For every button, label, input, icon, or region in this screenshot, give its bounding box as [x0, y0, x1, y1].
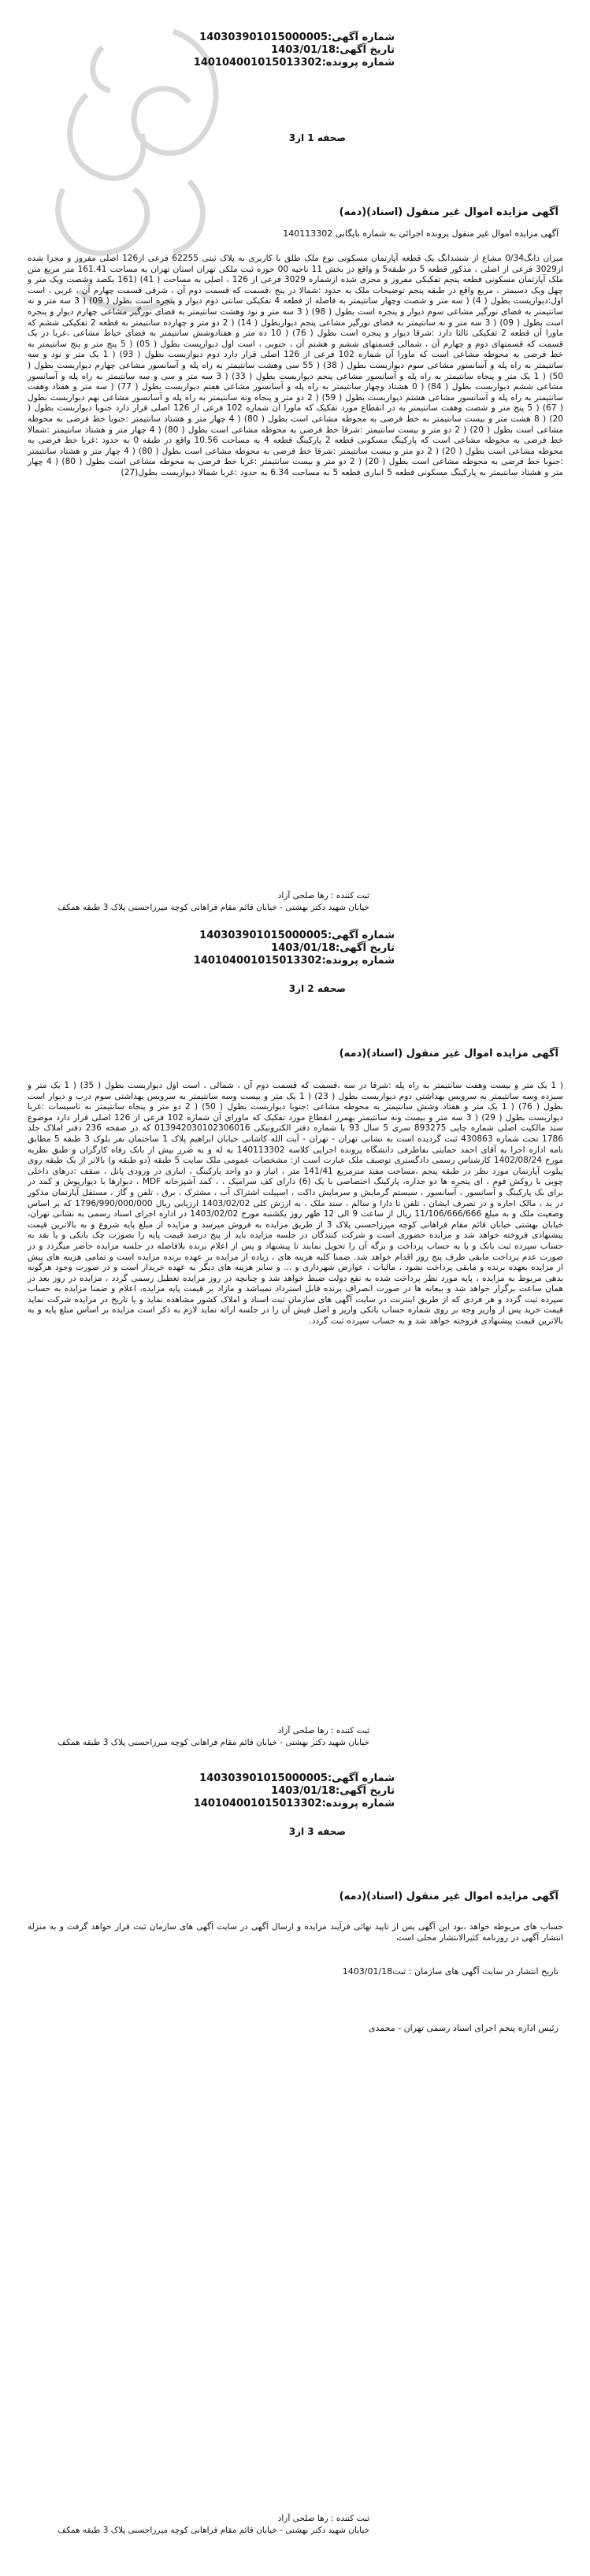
notice-subtitle: آگهی مزایده اموال غیر منقول پرونده اجرائی به شماره بایگانی 140113302	[283, 228, 558, 239]
notice-page-1	[0, 0, 590, 912]
notice-title: آگهی مزایده اموال غیر منقول (اسناد)(دمه)	[339, 1891, 558, 1902]
notice-page-3	[0, 1772, 590, 2560]
notice-meta	[194, 32, 395, 69]
page-label: صحفه 1 از3	[288, 132, 346, 143]
case-number: شماره پرونده:140104001015013302	[193, 955, 395, 967]
footer-address: خیابان شهید دکتر بهشتی - خیابان قائم مقام فراهانی کوچه میرزاحسنی پلاک 3 طبقه همکف	[58, 1738, 369, 1747]
footer-writer: ثبت کننده : رها صلحی آزاد	[277, 1726, 369, 1735]
notice-title: آگهی مزایده اموال غیر منقول (اسناد)(دمه)	[339, 206, 558, 218]
footer-writer: ثبت کننده : رها صلحی آزاد	[277, 891, 369, 900]
notice-date: تاریخ آگهی:1403/01/18	[271, 942, 395, 954]
notice-footer	[58, 890, 369, 914]
notice-body: ( 1 یک متر و بیست وهفت سانتیمتر به راه پله :شرقا در سه ،قسمت که قسمت دوم آن ، شمالی ، است اول دیواربست بطول ( 35) ( 1 یک متر و سیزده وسه سانتیمتر به سرویس بهداشتی دوم دیواربست بطول ( 23) ( 1 یک متر و بیست وسه سانتیمتر به سرویس بهداشتی سوم درب و دیوار است بطول ( 76) ( 1 یک متر و هفتاد وشش سانتیمتر به محوطه مشاعی :جنوبا دیواربست بطول ( 50) ( 2 دو متر و پنجاه سانتیمتر به تاسیسات :غربا دیواربست بطول ( 29) ( 3 سه متر و بیست ونه سانتیمتر بهمرز انقطاع مورد تفکیک که ماورای آن شماره 102 فرعی از 126 اصلی قرار دارد موضوع سند مالکیت اصلی شماره چاپی 893275 سری 5 سال 93 با شماره دفتر الکترونیکی 013942030102306016 که در صفحه 236 دفتر املاک جلد 1786 تحت شماره 430863 ثبت گردیده است به نشانی تهران - تهران - آیت الله کاشانی خیابان ابراهیم پلاک 1 ساختمان نفر بلوک 3 طبقه 5 مطابق نامه اداره اجرا به آقای احمد حمایتی بفاطرفی دانشگاه پرونده اجرایی کلاسه 140113302 به له و به ضرر بیش از بانک رفاه کارگران و طبق نظریه مورخ 1402/08/24 کارشناس رسمی دادگستری توصیف ملک عبارت است از: مشخصات عمومی ملک سایت 5 طبقه (دو طبقه و) بالاتر از یک طبقه روی پیلوت آپارتمان مورد نظر در طبقه پنجم ،مساحت مفید مترمربع 141/41 متر ، انبار و دو واحد پارکینگ ، انباری در ورودی پانل ، سقف :درهای داخلی چوبی با روکش فوم ، ای پنجره ها دو جداره، پارکینگ اختصاصی با یک (6) دارای کف سرامیک ، ، کمد آشپزخانه MDF ، دیوارها با دیوارپوش و کمد در برای بک پارکینگ و آسانسور ، آسانسور ، سیستم گرمایش و سرمایش داکت ، اسپیلت اشتراک آب ، مشترک ، برق ، تلفن و گاز ، مستقل آپارتمان مذکور در ید ، مالک اجاره و در تصرف ایشان ، تلفن تا دارا و سالم ، سند ملک ، به ارزش کلی 1403/02/02 ارزیابی ریال 1796/990/000/000 که بر اساس وضعیت ملک و به مبلغ 11/106/666/666 ریال از ساعت 9 الی 12 ظهر روز یکشنبه مورخ 1403/02/02 در اداره اجرای اسناد رسمی به نشانی تهران، خیابان بهشتی خیابان قائم مقام فراهانی کوچه میرزاحسنی پلاک 3 از طریق مزایده به فروش میرسد و مزایده از مبلغ پایه شروع و به بالاترین قیمت پیشنهادی فروخته خواهد شد و مزایده حضوری است و شرکت کنندگان در جلسه مزایده باید از پنج درصد قیمت پایه را بصورت چک بانکی و یا نقد به حساب سپرده ثبت بانک و یا به حساب پرداخت و برگه آن را تحویل نمایند تا پیشنهاد و پس از اعلام برنده بلافاصله در جلسه مزایده حاضر میگردد و در صورت عدم پرداخت مابقی ظرف پنج روز اقدام خواهد شد. ضمنا کلیه هزینه های ، زیاده از مزایده بر عهده برنده مزایده است و تمامی هزینه های پیش از مزایده بعهده برنده و مابقی پرداخت نشود ، مالیات ، عوارض شهرداری و ... و سایر هزینه های دیگر به عهده خریدار است و در صورت وجود هرگونه بدهی مربوط به مزایده ، پایه مورد نظر پرداخت شده به نفع دولت ضبط خواهد شد و چنانچه در روز مزایده تعطیل رسمی گردد ، مزایده در روز بعد در همان ساعت برگزار خواهد شد و بیعانه ها در صورت انصراف برنده قابل استرداد نمیباشد و مازاد بر قیمت پایه مزایده، اعلام و ضمنا مزایده به حساب سپرده ثبت گردد و هر فردی که از طریق اینترنت در سایت آگهی های سازمان ثبت اسناد و املاک کشور مشاهده نماید و یا تاریخ در مزایده شرکت نماید قیمت خرید پس از واریز وجه بر روی شماره حساب بانکی واریز و اصل فیش آن را در جلسه ارائه نماید لازم به ذکر است مزایده بر اساس مبلغ پایه و به بالاترین قیمت پیشنهادی فروخته خواهد شد و به حساب سپرده ثبت گردد.	[28, 1081, 564, 1327]
case-number: شماره پرونده:140104001015013302	[193, 57, 395, 69]
publication-date: تاریخ انتشار در سایت آگهی های سازمان : ثبت1403/01/18	[342, 1966, 558, 1977]
notice-body: میزان ذانگ0/34 مشاع از ششدانگ یک قطعه آپارتمان مسکونی نوع ملک طلق با کاربری به پلاک ثبتی 62255 فرعی از126 اصلی مفروز و مجزا شده از3029 فرعی از اصلی ، مذکور قطعه 5 در طبقه5 و واقع در بخش 11 ناحیه 00 حوزه ثبت ملکی تهران استان تهران به مساحت 161.41 متر مربع متن ملک آپارتمان مسکونی قطعه پنجم تفکیکی مفروز و مجزی شده ازشماره 3029 فرعی از 126 ، اصلی به مساحت ( 41) (161 یکصد وشصت ویک متر و چهل ویک دسیمتر ، مربع واقع در طبقه پنجم توضیحات ملک به حدود :شمالا در پنج ،قسمت که قسمت دوم آن ، شرقی قسمت چهارم آن ، غربی ، است اول:دیوارپست بطول ( 4) ( سه متر و شصت وچهار سانتیمتر به فاصله از قطعه 4 تفکیکی سانتی دوم دیوار و پنجره است بطول ( 09) ( 3 سه متر و نه سانتیمتر به فضای نورگیر مشاعی سوم دیوار و پنجره است بطول ( 98) ( 3 سه متر و نود وهشت سانتیمتر به فضای نورگیر مشاعی چهارم دیوار و پنجره است بطول ( 09) ( 3 سه متر و نه سانتیمتر به فضای نورگیر مشاعی پنجم دیواربطول ( 14) ( 2 دو متر و چهارده سانتیمتر به قطعه 2 تفکیکی ششم که ماورا آن قطعه 2 تفکیکی ثالثا دارد :شرقا دیوار و پنجره است بطول ( 76) ( 10 ده متر و هفتادوشش سانتیمتر به فضای حیاط مشاعی ،غربا در یک قسمت که قسمتهای دوم و چهارم آن ، شمالی قسمتهای ششم و هشتم آن ، جنوبی ، است اول دیوارپست بطول ( 05) ( 5 پنج متر و پنج سانتیمتر به خط فرضی به محوطه مشاعی است که ماورا آن شماره 102 فرعی از 126 اصلی قرار دارد دوم دیواربست بطول ( 93) ( 1 یک متر و نود و سه سانتیمتر به راه پله و آسانسور مشاعی سوم دیواربست بطول ( 38) ( 55 سی وهشت سانتیمتر به راه پله و آسانسور مشاعی چهارم دیواربست بطول ( 50) ( 1 یک متر و پنجاه سانتیمتر به راه پله و آسانسور مشاعی پنجم دیواربست بطول ( 33) ( 3 سه متر و سی و سه سانتیمتر به راه پله و آسانسور مشاعی ششم دیواربست بطول ( 84) ( 0 هشتاد وچهار سانتیمتر به راه پله و آسانسور مشاعی هفتم دیواربست بطول ( 77) ( سه متر و هفتاد وهفت سانتیمتر به راه پله و آسانسور مشاعی هشتم دیواربست بطول ( 59) ( 2 دو متر و پنجاه ونه سانتیمتر به راه پله و آسانسور مشاعی نهم دیواربست بطول ( 67) ( 5 پنج متر و شصت وهفت سانتیمتر به در انقطاع مورد تفکیک که ماورا آن شماره 102 فرعی از 126 اصلی قرار دارد جنوبا دیواربست بطول ( 20) ( 8 هشت متر و بیست سانتیمتر به خط فرضی به محوطه مشاعی است بطول ( 80) ( 4 چهار متر و هشتاد سانتیمتر :جنوبا خط فرضی به محوطه مشاعی است بطول ( 20) ( 2 دو متر و بیست سانتیمتر :شرقا خط فرضی به محوطه مشاعی است بطول ( 80) ( 4 چهار متر و هشتاد سانتیمتر :شمالا خط فرضی به محوطه مشاعی است که پارکینگ مسکونی قطعه 2 پارکینگ قطعه 4 به مساحت 10.56 واقع در طبقه 0 به حدود :غربا خط فرضی به محوطه مشاعی است بطول ( 20) ( 2 دو متر و بیست سانتیمتر :شرقا خط فرضی به محوطه مشاعی است بطول ( 80) ( 4 چهار متر و هشتاد سانتیمتر :جنوبا خط فرضی به محوطه مشاعی است بطول ( 20) ( 2 دو متر و بیست سانتیمتر :غربا خط فرضی به محوطه مشاعی است بطول ( 80) ( 4 چهار متر و هشتاد سانتیمتر به پارکینگ مسکونی قطعه 5 انباری قطعه 5 به مساحت 6.34 به حدود :غربا شمالا دیواربست بطول(27)	[28, 254, 564, 477]
notice-meta	[194, 1772, 395, 1810]
notice-date: تاریخ آگهی:1403/01/18	[271, 44, 395, 56]
notice-meta	[194, 930, 395, 967]
notice-date: تاریخ آگهی:1403/01/18	[271, 1785, 395, 1797]
notice-number: شماره آگهی:140303901015000005	[199, 930, 395, 941]
signer: رئیس اداره پنجم اجرای اسناد رسمی تهران - محمدی	[368, 2023, 558, 2033]
page-label: صحفه 3 از3	[288, 1826, 346, 1837]
footer-address: خیابان شهید دکتر بهشتی - خیابان قائم مقام فراهانی کوچه میرزاحسنی پلاک 3 طبقه همکف	[58, 2526, 369, 2535]
notice-footer	[58, 1725, 369, 1749]
footer-writer: ثبت کننده : رها صلحی آزاد	[277, 2514, 369, 2523]
notice-number: شماره آگهی:140303901015000005	[199, 1772, 395, 1784]
footer-address: خیابان شهید دکتر بهشتی - خیابان قائم مقام فراهانی کوچه میرزاحسنی پلاک 3 طبقه همکف	[58, 903, 369, 912]
notice-body: حساب های مربوطه خواهد ،بود این آگهی پس از تایید نهائی فرآیند مزایده و ارسال آگهی در سایت آگهی های سازمان ثبت قرار خواهد گرفت و به منزله انتشار آگهی در روزنامه کثیرالانتشار محلی است	[28, 1922, 563, 1943]
notice-page-2	[0, 930, 590, 1747]
notice-number: شماره آگهی:140303901015000005	[199, 32, 395, 43]
case-number: شماره پرونده:140104001015013302	[193, 1798, 395, 1810]
notice-footer	[58, 2513, 369, 2537]
page-label: صحفه 2 از3	[288, 983, 346, 994]
notice-title: آگهی مزایده اموال غیر منقول (اسناد)(دمه)	[339, 1048, 558, 1060]
